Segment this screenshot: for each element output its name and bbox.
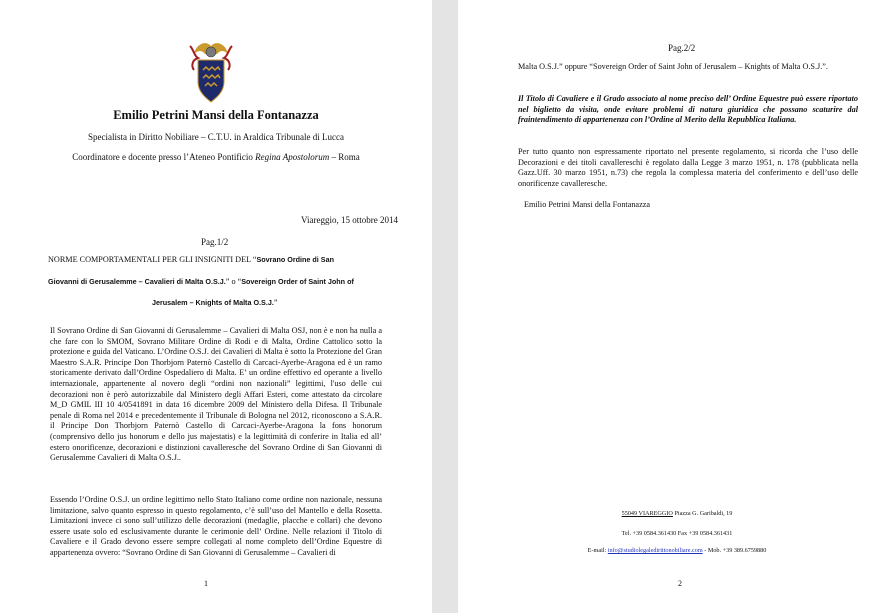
body-paragraph-continued: Malta O.S.J.” oppure “Sovereign Order of Saint John of Jerusalem – Knights of Malta O.S.J.”. bbox=[518, 62, 828, 71]
footer-city: 55049 VIAREGGIO bbox=[621, 510, 673, 517]
page-number: 1 bbox=[204, 579, 208, 588]
footer-contact bbox=[458, 547, 896, 554]
title-bold-2: Giovanni di Gerusalemme – Cavalieri di Malta O.S.J. bbox=[48, 277, 226, 286]
document-title-line-3 bbox=[152, 298, 277, 307]
footer-phone-fax: Tel. +39 0584.361430 Fax +39 0584.361431 bbox=[621, 530, 733, 537]
footer-address bbox=[458, 510, 896, 517]
affiliation-post: – Roma bbox=[329, 152, 360, 162]
author-specialization: Specialista in Diritto Nobiliare – C.T.U. in Araldica Tribunale di Lucca bbox=[87, 132, 345, 142]
affiliation-italic: Regina Apostolorum bbox=[255, 152, 330, 162]
title-post: ” bbox=[273, 298, 278, 307]
page-label: Pag.2/2 bbox=[668, 43, 696, 53]
footer-email-label: E-mail: bbox=[587, 547, 608, 554]
body-paragraph-1: Il Sovrano Ordine di San Giovanni di Gerusalemme – Cavalieri di Malta OSJ, non è e non ha nulla a che fare con lo SMOM, Sovrano Militare Ordine di Rodi e di Malta, Ordine Cattolico sotto la protezione e guida del Vaticano. L’Ordine O.S.J. dei Cavalieri di Malta è sotto la Protezione del Gran Maestro S.A.R. Principe Don Thorbjorn Paternò Castello di Carcaci-Ayerbe-Aragona ed è un ramo storicamente derivato dall’Ordine Ospedaliero di Malta. E’ un ordine effettivo ed operante a livello internazionale, appartenente al novero degli “ordini non nazionali” legittimi, l'uso delle cui decorazioni non è però autorizzabile dal Ministero degli Affari Esteri, come attestato da circolare M_D GMIL III 10 4/0541891 in data 16 dicembre 2009 del Ministero della Difesa. Il Tribunale penale di Roma nel 2014 e precedentemente il Tribunale di Bologna nel 2012, riconoscono a S.A.R. il Principe Don Thorbjorn Paternò Castello di Carcaci-Ayerbe-Aragona la fons honorum (comprensivo dello jus honorum e dello jus majestatis) e la legittimità di conferire in Italia ed all’ estero onorificenze, decorazioni e distinzioni cavalleresche del Sovrano Ordine di San Giovanni di Gerusalemme Cavalieri di Malta O.S.J.. bbox=[50, 326, 382, 463]
signature-name: Emilio Petrini Mansi della Fontanazza bbox=[524, 200, 650, 209]
page-number: 2 bbox=[678, 579, 682, 588]
title-bold-3: Sovereign Order of Saint John of bbox=[241, 277, 354, 286]
body-paragraph-2: Essendo l’Ordine O.S.J. un ordine legittimo nello Stato Italiano come ordine non nazionale, nessuna limitazione, salvo quanto espresso in questo regolamento, c’è sull’uso del Mantello e della Rosetta. Limitazioni invece ci sono sull’utilizzo delle decorazioni (medaglie, placche e collari) che devono essere usate solo ed esclusivamente durante le cerimonie dell’ Ordine. Nelle relazioni il Titolo di Cavaliere e il Grado devono essere sempre collegati al nome completo dell’Ordine Equestre di appartenenza ovvero: “Sovrano Ordine di San Giovanni di Gerusalemme – Cavalieri di bbox=[50, 495, 382, 557]
footer-mobile: - Mob. +39 389.6759880 bbox=[702, 547, 767, 554]
coat-of-arms-icon bbox=[186, 36, 236, 106]
footer-street: Piazza G. Garibaldi, 19 bbox=[672, 510, 733, 517]
document-page-2 bbox=[458, 0, 896, 613]
document-title-line-2 bbox=[48, 277, 354, 286]
document-page-1 bbox=[0, 0, 432, 613]
title-mid: ” o “ bbox=[225, 277, 242, 286]
document-title-line-1 bbox=[48, 255, 334, 264]
email-link[interactable]: info@studiolegaledirittonobiliare.com bbox=[607, 547, 703, 554]
author-name-heading: Emilio Petrini Mansi della Fontanazza bbox=[113, 108, 319, 122]
page-label: Pag.1/2 bbox=[201, 237, 229, 247]
title-bold-4: Jerusalem – Knights of Malta O.S.J. bbox=[152, 298, 274, 307]
title-bold-1: Sovrano Ordine di San bbox=[256, 255, 334, 264]
body-paragraph-emphasis: Il Titolo di Cavaliere e il Grado associato al nome preciso dell’ Ordine Equestre può essere riportato nel biglietto da visita, onde evitare problemi di natura giuridica che possano scaturire dal fraintendimento di appartenenza con l’Ordine al Merito della Repubblica Italiana. bbox=[518, 94, 858, 125]
body-paragraph-law: Per tutto quanto non espressamente riportato nel presente regolamento, si ricorda che l’uso delle Decorazioni e dei titoli cavallereschi è regolato dalla Legge 3 marzo 1951, n. 178 (pubblicata nella Gazz.Uff. 30 marzo 1951, n.73) che regola la complessa materia del conferimento e dell’uso delle onorificenze cavalleresche. bbox=[518, 147, 858, 188]
title-pre: NORME COMPORTAMENTALI PER GLI INSIGNITI DEL “ bbox=[48, 255, 257, 264]
author-affiliation bbox=[0, 152, 432, 162]
place-date: Viareggio, 15 ottobre 2014 bbox=[301, 215, 398, 225]
affiliation-pre: Coordinatore e docente presso l’Ateneo Pontificio bbox=[72, 152, 256, 162]
